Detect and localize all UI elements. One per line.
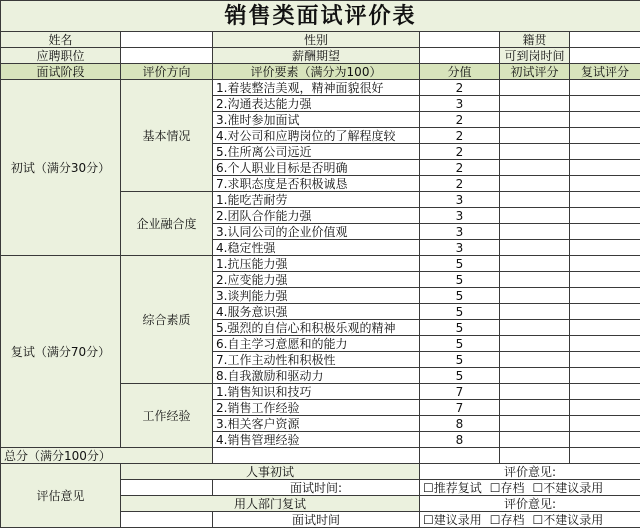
- element-text: 5.住所离公司远近: [213, 144, 420, 160]
- hr-options: [420, 480, 640, 496]
- first-score-cell[interactable]: [500, 288, 570, 304]
- second-score-cell[interactable]: [570, 288, 640, 304]
- hr-option-checkbox[interactable]: ☐存档: [490, 481, 525, 495]
- first-score-cell[interactable]: [500, 384, 570, 400]
- points-value: 3: [420, 96, 500, 112]
- second-score-cell[interactable]: [570, 320, 640, 336]
- points-value: 2: [420, 160, 500, 176]
- second-score-cell[interactable]: [570, 304, 640, 320]
- score-row: [1, 256, 640, 272]
- first-score-cell[interactable]: [500, 304, 570, 320]
- first-score-cell[interactable]: [500, 160, 570, 176]
- first-score-cell[interactable]: [500, 352, 570, 368]
- origin-label: 籍贯: [500, 32, 570, 48]
- stage-label: 初试（满分30分）: [1, 80, 121, 256]
- points-value: 5: [420, 320, 500, 336]
- element-text: 4.服务意识强: [213, 304, 420, 320]
- points-value: 2: [420, 176, 500, 192]
- total-second-score-cell[interactable]: [570, 448, 640, 464]
- second-score-cell[interactable]: [570, 128, 640, 144]
- first-score-cell[interactable]: [500, 192, 570, 208]
- points-value: 5: [420, 336, 500, 352]
- header-second-score: 复试评分: [570, 64, 640, 80]
- name-label: 姓名: [1, 32, 121, 48]
- salary-label: 薪酬期望: [213, 48, 420, 64]
- first-score-cell[interactable]: [500, 176, 570, 192]
- element-text: 2.团队合作能力强: [213, 208, 420, 224]
- dept-option-checkbox[interactable]: ☐不建议录用: [533, 513, 604, 527]
- second-score-cell[interactable]: [570, 96, 640, 112]
- first-score-cell[interactable]: [500, 256, 570, 272]
- second-score-cell[interactable]: [570, 352, 640, 368]
- second-score-cell[interactable]: [570, 256, 640, 272]
- sheet-title: 销售类面试评价表: [1, 1, 640, 32]
- element-text: 4.对公司和应聘岗位的了解程度较: [213, 128, 420, 144]
- dept-options: [420, 512, 640, 528]
- second-score-cell[interactable]: [570, 144, 640, 160]
- element-text: 2.销售工作经验: [213, 400, 420, 416]
- second-score-cell[interactable]: [570, 112, 640, 128]
- total-first-score-cell[interactable]: [500, 448, 570, 464]
- points-value: 5: [420, 272, 500, 288]
- second-score-cell[interactable]: [570, 240, 640, 256]
- element-text: 8.自我激励和驱动力: [213, 368, 420, 384]
- points-value: 7: [420, 384, 500, 400]
- points-value: 5: [420, 288, 500, 304]
- element-text: 3.相关客户资源: [213, 416, 420, 432]
- element-text: 4.销售管理经验: [213, 432, 420, 448]
- second-score-cell[interactable]: [570, 416, 640, 432]
- first-score-cell[interactable]: [500, 272, 570, 288]
- gender-value-cell[interactable]: [420, 32, 500, 48]
- points-value: 8: [420, 432, 500, 448]
- dept-option-checkbox[interactable]: ☐建议录用: [423, 513, 482, 527]
- points-value: 7: [420, 400, 500, 416]
- second-score-cell[interactable]: [570, 272, 640, 288]
- hr-option-checkbox[interactable]: ☐推荐复试: [423, 481, 482, 495]
- first-score-cell[interactable]: [500, 400, 570, 416]
- dept-option-checkbox[interactable]: ☐存档: [490, 513, 525, 527]
- dept-opinion-label: 评价意见:: [420, 496, 640, 512]
- points-value: 5: [420, 352, 500, 368]
- second-score-cell[interactable]: [570, 400, 640, 416]
- dept-interview-label: 用人部门复试: [121, 496, 420, 512]
- header-direction: 评价方向: [121, 64, 213, 80]
- dept-time-label: 面试时间: [213, 512, 420, 528]
- points-value: 3: [420, 208, 500, 224]
- total-points-cell: [420, 448, 500, 464]
- element-text: 1.抗压能力强: [213, 256, 420, 272]
- score-row: [1, 80, 640, 96]
- total-row: [1, 448, 640, 464]
- direction-label: 基本情况: [121, 80, 213, 192]
- second-score-cell[interactable]: [570, 208, 640, 224]
- element-text: 7.工作主动性和积极性: [213, 352, 420, 368]
- direction-label: 工作经验: [121, 384, 213, 448]
- header-points: 分值: [420, 64, 500, 80]
- points-value: 2: [420, 112, 500, 128]
- hr-blank-cell: [121, 480, 213, 496]
- element-text: 1.能吃苦耐劳: [213, 192, 420, 208]
- points-value: 8: [420, 416, 500, 432]
- dept-blank-cell: [121, 512, 213, 528]
- points-value: 3: [420, 240, 500, 256]
- header-element: 评价要素（满分为100）: [213, 64, 420, 80]
- second-score-cell[interactable]: [570, 368, 640, 384]
- header-stage: 面试阶段: [1, 64, 121, 80]
- hr-opinion-label: 评价意见:: [420, 464, 640, 480]
- points-value: 5: [420, 368, 500, 384]
- first-score-cell[interactable]: [500, 320, 570, 336]
- first-score-cell[interactable]: [500, 128, 570, 144]
- element-text: 7.求职态度是否积极诚恳: [213, 176, 420, 192]
- element-text: 1.着装整洁美观，精神面貌很好: [213, 80, 420, 96]
- points-value: 2: [420, 80, 500, 96]
- points-value: 3: [420, 224, 500, 240]
- name-value-cell[interactable]: [121, 32, 213, 48]
- first-score-cell[interactable]: [500, 112, 570, 128]
- origin-value-cell[interactable]: [570, 32, 640, 48]
- element-text: 2.沟通表达能力强: [213, 96, 420, 112]
- element-text: 2.应变能力强: [213, 272, 420, 288]
- total-blank-cell: [213, 448, 420, 464]
- hr-time-label: 面试时间:: [213, 480, 420, 496]
- first-score-cell[interactable]: [500, 144, 570, 160]
- salary-value-cell[interactable]: [420, 48, 500, 64]
- element-text: 1.销售知识和技巧: [213, 384, 420, 400]
- second-score-cell[interactable]: [570, 384, 640, 400]
- first-score-cell[interactable]: [500, 80, 570, 96]
- element-text: 4.稳定性强: [213, 240, 420, 256]
- second-score-cell[interactable]: [570, 336, 640, 352]
- gender-label: 性别: [213, 32, 420, 48]
- first-score-cell[interactable]: [500, 208, 570, 224]
- first-score-cell[interactable]: [500, 432, 570, 448]
- points-value: 5: [420, 304, 500, 320]
- element-text: 6.个人职业目标是否明确: [213, 160, 420, 176]
- points-value: 5: [420, 256, 500, 272]
- element-text: 3.准时参加面试: [213, 112, 420, 128]
- points-value: 3: [420, 192, 500, 208]
- position-value-cell[interactable]: [121, 48, 213, 64]
- hr-interview-label: 人事初试: [121, 464, 420, 480]
- points-value: 2: [420, 128, 500, 144]
- first-score-cell[interactable]: [500, 240, 570, 256]
- second-score-cell[interactable]: [570, 160, 640, 176]
- assessment-label: 评估意见: [1, 464, 121, 528]
- direction-label: 综合素质: [121, 256, 213, 384]
- element-text: 3.认同公司的企业价值观: [213, 224, 420, 240]
- element-text: 5.强烈的自信心和积极乐观的精神: [213, 320, 420, 336]
- first-score-cell[interactable]: [500, 336, 570, 352]
- position-label: 应聘职位: [1, 48, 121, 64]
- first-score-cell[interactable]: [500, 224, 570, 240]
- header-first-score: 初试评分: [500, 64, 570, 80]
- element-text: 3.谈判能力强: [213, 288, 420, 304]
- hr-option-checkbox[interactable]: ☐不建议录用: [533, 481, 604, 495]
- second-score-cell[interactable]: [570, 192, 640, 208]
- second-score-cell[interactable]: [570, 224, 640, 240]
- stage-label: 复试（满分70分）: [1, 256, 121, 448]
- second-score-cell[interactable]: [570, 432, 640, 448]
- second-score-cell[interactable]: [570, 80, 640, 96]
- element-text: 6.自主学习意愿和的能力: [213, 336, 420, 352]
- start-time-label: 可到岗时间: [500, 48, 570, 64]
- direction-label: 企业融合度: [121, 192, 213, 256]
- total-label: 总分（满分100分）: [1, 448, 213, 464]
- first-score-cell[interactable]: [500, 368, 570, 384]
- first-score-cell[interactable]: [500, 96, 570, 112]
- start-time-value-cell[interactable]: [570, 48, 640, 64]
- second-score-cell[interactable]: [570, 176, 640, 192]
- first-score-cell[interactable]: [500, 416, 570, 432]
- points-value: 2: [420, 144, 500, 160]
